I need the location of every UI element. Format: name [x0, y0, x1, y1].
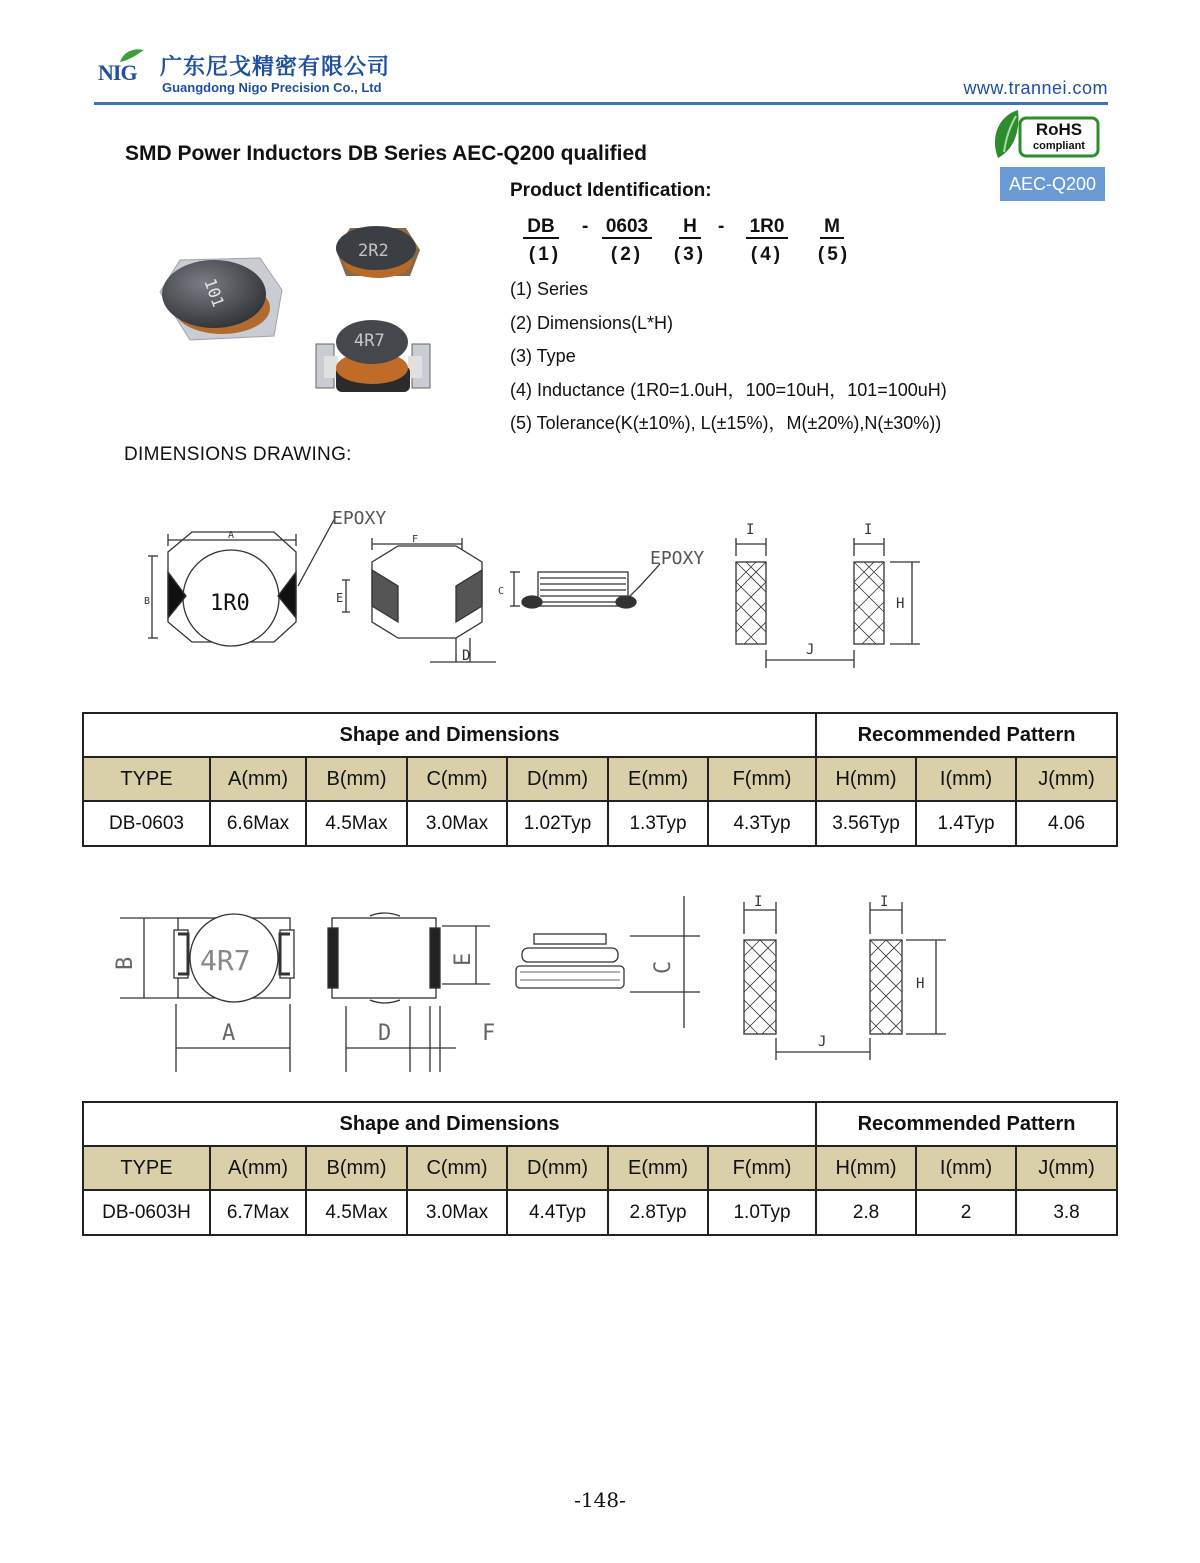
dim-label-f: F — [412, 534, 419, 545]
dim-label-h: H — [916, 976, 925, 992]
legend-item: (3) Type — [510, 346, 576, 366]
column-header: J(mm) — [1016, 1146, 1117, 1190]
dim-label-a: A — [222, 1021, 236, 1046]
dim-label-e: E — [336, 591, 344, 605]
drawing-marking: 4R7 — [200, 944, 251, 977]
dim-label-i: I — [864, 522, 873, 538]
inductor-photo-4r7 — [314, 316, 432, 396]
table-cell: 4.06 — [1016, 801, 1117, 846]
dim-label-h: H — [896, 596, 905, 612]
dim-label-i: I — [754, 894, 763, 910]
column-header: D(mm) — [507, 757, 608, 801]
group-header-shape: Shape and Dimensions — [83, 713, 816, 757]
code-index: (4) — [750, 244, 784, 265]
column-header: H(mm) — [816, 1146, 916, 1190]
legend-item: (2) Dimensions(L*H) — [510, 312, 674, 333]
column-header: J(mm) — [1016, 757, 1117, 801]
epoxy-label: EPOXY — [650, 548, 705, 569]
table-cell: 3.0Max — [407, 801, 507, 846]
table-cell: DB-0603H — [83, 1190, 210, 1235]
group-header-pattern: Recommended Pattern — [816, 713, 1117, 757]
header-divider — [94, 102, 1108, 105]
dim-label-j: J — [818, 1034, 827, 1050]
column-header: C(mm) — [407, 1146, 507, 1190]
website-link[interactable]: www.trannei.com — [963, 78, 1108, 98]
rohs-title: RoHS — [1035, 120, 1083, 139]
table-cell: DB-0603 — [83, 801, 210, 846]
dim-label-i: I — [880, 894, 889, 910]
dimension-drawing-db0603h — [110, 888, 950, 1078]
column-header: B(mm) — [306, 757, 407, 801]
rohs-subtitle: compliant — [1033, 140, 1085, 152]
code-part-series: DB — [523, 216, 558, 239]
code-dash: - — [718, 216, 725, 237]
page-number: -148- — [574, 1488, 626, 1512]
code-part — [814, 216, 850, 238]
company-name-cn: 广东尼戈精密有限公司 — [160, 54, 391, 80]
dim-label-c: C — [651, 960, 676, 974]
column-header: D(mm) — [507, 1146, 608, 1190]
dim-label-j: J — [806, 642, 815, 658]
column-header: TYPE — [83, 757, 210, 801]
dimension-drawing-db0603 — [140, 500, 940, 680]
dim-label-b: B — [113, 956, 138, 970]
table-cell: 1.0Typ — [708, 1190, 816, 1235]
code-index: (1) — [528, 244, 562, 265]
table-cell: 4.5Max — [306, 801, 407, 846]
table-cell: 1.4Typ — [916, 801, 1016, 846]
table-row — [83, 1190, 1117, 1235]
dim-label-f: F — [482, 1021, 496, 1046]
rohs-badge — [990, 108, 1102, 164]
table-cell: 3.0Max — [407, 1190, 507, 1235]
dim-label-d: D — [378, 1021, 392, 1046]
code-dash: - — [582, 216, 589, 237]
inductor-photo-2r2 — [330, 222, 425, 284]
spec-table-db0603 — [82, 712, 1118, 847]
code-part-type: H — [679, 216, 701, 239]
column-header: TYPE — [83, 1146, 210, 1190]
legend-item: (1) Series — [510, 279, 589, 299]
legend-item: (5) Tolerance(K(±10%), L(±15%)，M(±20%),N(±30%)) — [510, 413, 942, 433]
column-header: B(mm) — [306, 1146, 407, 1190]
group-header-pattern: Recommended Pattern — [816, 1102, 1117, 1146]
spec-table-db0603h — [82, 1101, 1118, 1236]
table-cell: 1.3Typ — [608, 801, 708, 846]
company-logo — [98, 48, 428, 100]
table-cell: 2.8 — [816, 1190, 916, 1235]
code-part-dimensions: 0603 — [602, 216, 652, 239]
code-part-tolerance: M — [820, 216, 844, 239]
dim-label-b: B — [144, 596, 151, 607]
product-code — [508, 216, 888, 274]
code-legend — [510, 278, 1070, 446]
photo-marking-text: 4R7 — [354, 331, 385, 351]
inductor-photo-101 — [150, 240, 290, 350]
table-cell: 4.4Typ — [507, 1190, 608, 1235]
dim-label-d: D — [462, 648, 471, 664]
photo-marking-text: 2R2 — [358, 241, 389, 261]
column-header: E(mm) — [608, 757, 708, 801]
table-cell: 1.02Typ — [507, 801, 608, 846]
leaf-icon — [118, 48, 146, 64]
code-index: (3) — [673, 244, 707, 265]
column-header: I(mm) — [916, 1146, 1016, 1190]
dim-label-c: C — [498, 586, 505, 597]
code-part-inductance: 1R0 — [746, 216, 789, 239]
column-header: A(mm) — [210, 757, 306, 801]
code-part — [670, 216, 710, 238]
aec-badge: AEC-Q200 — [1000, 167, 1105, 201]
column-header: C(mm) — [407, 757, 507, 801]
photo-marking-text: 101 — [200, 275, 229, 310]
table-cell: 3.8 — [1016, 1190, 1117, 1235]
code-part — [508, 216, 574, 238]
column-header: A(mm) — [210, 1146, 306, 1190]
column-header: H(mm) — [816, 757, 916, 801]
logo-mark: NIG — [98, 60, 137, 85]
table-cell: 6.7Max — [210, 1190, 306, 1235]
dim-label-a: A — [228, 530, 235, 541]
product-id-heading: Product Identification: — [510, 180, 712, 201]
table-row — [83, 801, 1117, 846]
code-index: (2) — [610, 244, 644, 265]
code-index: (5) — [817, 244, 851, 265]
dimensions-heading: DIMENSIONS DRAWING: — [124, 444, 352, 465]
table-cell: 4.5Max — [306, 1190, 407, 1235]
page-title: SMD Power Inductors DB Series AEC-Q200 qualified — [125, 142, 648, 165]
column-header: I(mm) — [916, 757, 1016, 801]
table-cell: 3.56Typ — [816, 801, 916, 846]
code-part — [596, 216, 658, 238]
table-cell: 4.3Typ — [708, 801, 816, 846]
column-header: F(mm) — [708, 1146, 816, 1190]
column-header: E(mm) — [608, 1146, 708, 1190]
table-cell: 2 — [916, 1190, 1016, 1235]
legend-item: (4) Inductance (1R0=1.0uH，100=10uH，101=100uH) — [510, 379, 947, 400]
dim-label-i: I — [746, 522, 755, 538]
code-part — [740, 216, 794, 238]
dim-label-e: E — [451, 952, 476, 966]
table-cell: 2.8Typ — [608, 1190, 708, 1235]
company-name-en: Guangdong Nigo Precision Co., Ltd — [162, 80, 382, 95]
group-header-shape: Shape and Dimensions — [83, 1102, 816, 1146]
column-header: F(mm) — [708, 757, 816, 801]
table-cell: 6.6Max — [210, 801, 306, 846]
drawing-marking: 1R0 — [210, 591, 250, 616]
epoxy-label: EPOXY — [332, 508, 387, 529]
